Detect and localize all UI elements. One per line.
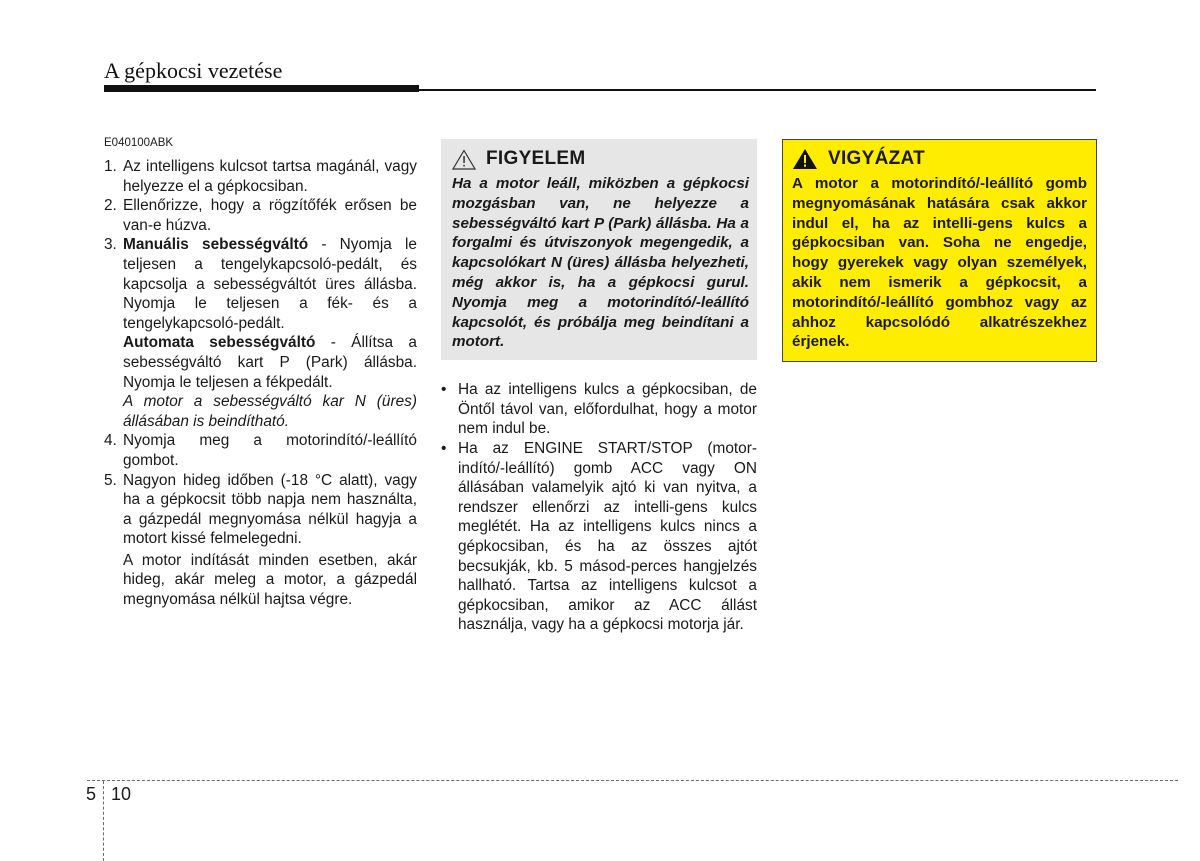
step-3 [104, 235, 417, 333]
step-5 [104, 471, 417, 549]
page-header-title: A gépkocsi vezetése [104, 58, 283, 83]
step-4 [104, 431, 417, 470]
step-3b-body: - Állítsa a sebességváltó kart P (Park) állásba. Nyomja le teljesen a fékpedált. [123, 334, 417, 391]
footer-divider [87, 780, 1178, 781]
step-1-text: Az intelligens kulcsot tartsa magánál, vagy helyezze el a gépkocsiban. [123, 158, 417, 195]
step-2-number: 2. [104, 197, 117, 215]
step-1 [104, 157, 417, 196]
warning-text: Ha a motor leáll, miközben a gépkocsi mozgásban van, ne helyezze a sebességváltó kart P (Park) állásba. Ha a forgalmi és útviszonyok megengedik, a kapcsolókart N (üres) állásba helyezheti, még akkor is, ha a gépkocsi gurul. Nyomja meg a motorindító/-leállító kapcsolót, és próbálja meg beindítani a motort. [452, 175, 749, 351]
caution-box [782, 139, 1097, 362]
step-2 [104, 196, 417, 235]
footer-vertical-divider [103, 781, 104, 861]
page-number: 10 [111, 784, 132, 804]
step-1-number: 1. [104, 158, 117, 175]
header-rule-thick [104, 85, 419, 92]
bullet-1-text: Ha az intelligens kulcs a gépkocsiban, de Öntől távol van, előfordulhat, hogy a motor nem indul be. [458, 381, 757, 438]
step-5-number: 5. [104, 471, 117, 489]
step-2-text: Ellenőrizze, hogy a rögzítőfék erősen be van-e húzva. [123, 197, 417, 234]
step-3-body: - Nyomja le teljesen a tengelykapcsoló-pedált, és kapcsolja a sebességváltót üres állásba. Nyomja le teljesen a fék- és a tengelykapcsoló-pedált. [123, 236, 417, 332]
step-3-number: 3. [104, 236, 117, 254]
warning-triangle-icon [452, 149, 476, 170]
section-code: E040100ABK [104, 137, 174, 149]
left-column [104, 136, 417, 610]
step-3-note: A motor a sebességváltó kar N (üres) állásában is beindítható. [123, 393, 417, 430]
caution-text: A motor a motorindító/-leállító gomb megnyomásának hatására csak akkor indul el, ha az intelli-gens kulcs a gépkocsiban van. Soha ne engedje, hogy gyerekek vagy olyan személyek, akik nem ismerik a gépkocsit, a motorindító/-leállító gombhoz vagy az ahhoz kapcsolódó alkatrészekhez érjenek. [792, 175, 1087, 351]
step-3-text [123, 235, 417, 333]
right-column [782, 139, 1097, 362]
warning-title: FIGYELEM [486, 148, 586, 169]
bullet-marker: • [441, 381, 447, 399]
section-number: 5 [86, 784, 97, 804]
step-3-title: Manuális sebességváltó [123, 236, 309, 254]
step-4-text: Nyomja meg a motorindító/-leállító gombot. [123, 432, 417, 469]
list-item [441, 380, 757, 439]
bullet-list [441, 380, 757, 635]
step-4-number: 4. [104, 432, 117, 450]
bullet-2-text: Ha az ENGINE START/STOP (motor-indító/-leállító) gomb ACC vagy ON állásában valamelyik ajtó ki van nyitva, a rendszer ellenőrzi az intelli-gens kulcs meglétét. Ha az intelligens kulcs nincs a gépkocsiban, és ha az összes ajtót becsukják, kb. 5 másod-perces hangjelzés hallható. Tartsa az intelligens kulcsot a gépkocsiban, amikor az ACC állást használja, vagy ha a gépkocsi motorja jár. [458, 439, 757, 634]
step-3b [104, 333, 417, 392]
warning-header [452, 147, 749, 171]
header-rule-thin [419, 89, 1096, 91]
warning-triangle-icon [792, 148, 818, 170]
step-5-text: Nagyon hideg időben (-18 °C alatt), vagy ha a gépkocsit több napja nem használta, a gázpedál megnyomása nélkül hagyja a motort kissé felmelegedni. [123, 471, 417, 548]
caution-header [792, 147, 1087, 171]
step-5-paragraph: A motor indítását minden esetben, akár hideg, akár meleg a motor, a gázpedál megnyomása nélkül hajtsa végre. [123, 551, 417, 609]
bullet-marker: • [441, 439, 447, 457]
caution-title: VIGYÁZAT [828, 148, 926, 169]
warning-box [441, 139, 757, 360]
list-item [441, 439, 757, 635]
middle-column [441, 139, 757, 635]
step-3b-title: Automata sebességváltó [123, 334, 316, 352]
